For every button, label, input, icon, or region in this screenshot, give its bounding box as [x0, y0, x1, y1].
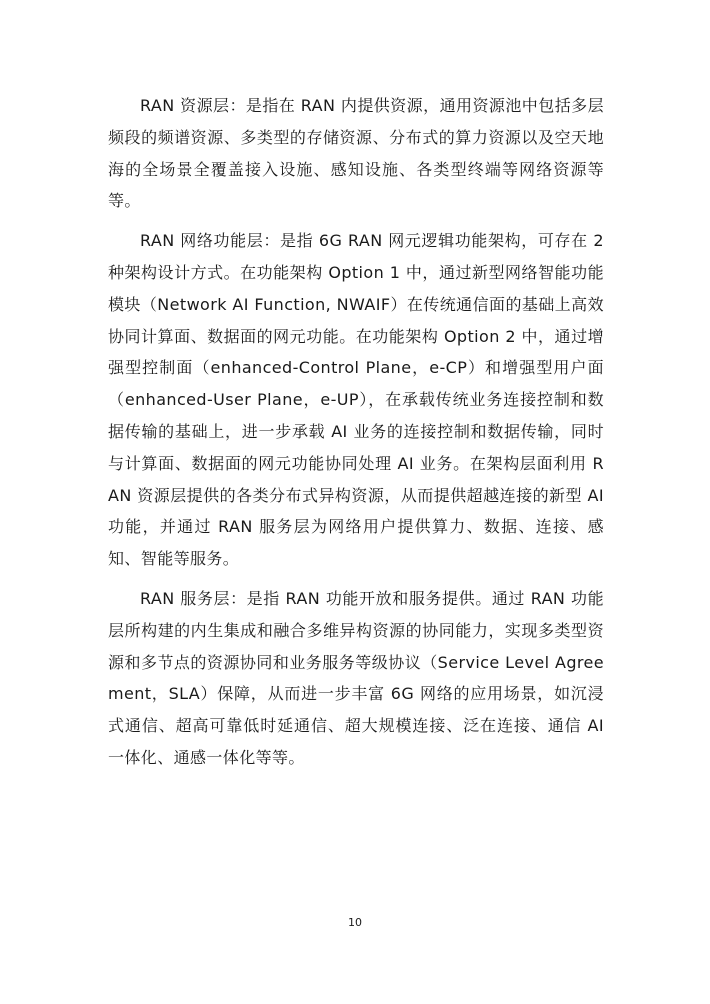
document-body	[108, 90, 604, 782]
page-number: 10	[348, 916, 362, 929]
paragraph-ran-service-layer: RAN 服务层：是指 RAN 功能开放和服务提供。通过 RAN 功能层所构建的内生集成和融合多维异构资源的协同能力，实现多类型资源和多节点的资源协同和业务服务等级协议（Service Level Agreement，SLA）保障，从而进一步丰富 6G 网络的应用场景，如沉浸式通信、超高可靠低时延通信、超大规模连接、泛在连接、通信 AI 一体化、通感一体化等等。	[108, 588, 604, 767]
paragraph-ran-network-function-layer: RAN 网络功能层：是指 6G RAN 网元逻辑功能架构，可存在 2 种架构设计方式。在功能架构 Option 1 中，通过新型网络智能功能模块（Network AI Function, NWAIF）在传统通信面的基础上高效协同计算面、数据面的网元功能。在功能架构 Option 2 中，通过增强型控制面（enhanced-Control Plane，e-CP）和增强型用户面（enhanced-User Plane，e-UP），在承载传统业务连接控制和数据传输的基础上，进一步承载 AI 业务的连接控制和数据传输，同时与计算面、数据面的网元功能协同处理 AI 业务。在架构层面利用 RAN 资源层提供的各类分布式异构资源，从而提供超越连接的新型 AI 功能，并通过 RAN 服务层为网络用户提供算力、数据、连接、感知、智能等服务。	[108, 231, 604, 569]
paragraph-ran-resource-layer: RAN 资源层：是指在 RAN 内提供资源，通用资源池中包括多层频段的频谱资源、多类型的存储资源、分布式的算力资源以及空天地海的全场景全覆盖接入设施、感知设施、各类型终端等网络资源等等。	[108, 96, 604, 211]
